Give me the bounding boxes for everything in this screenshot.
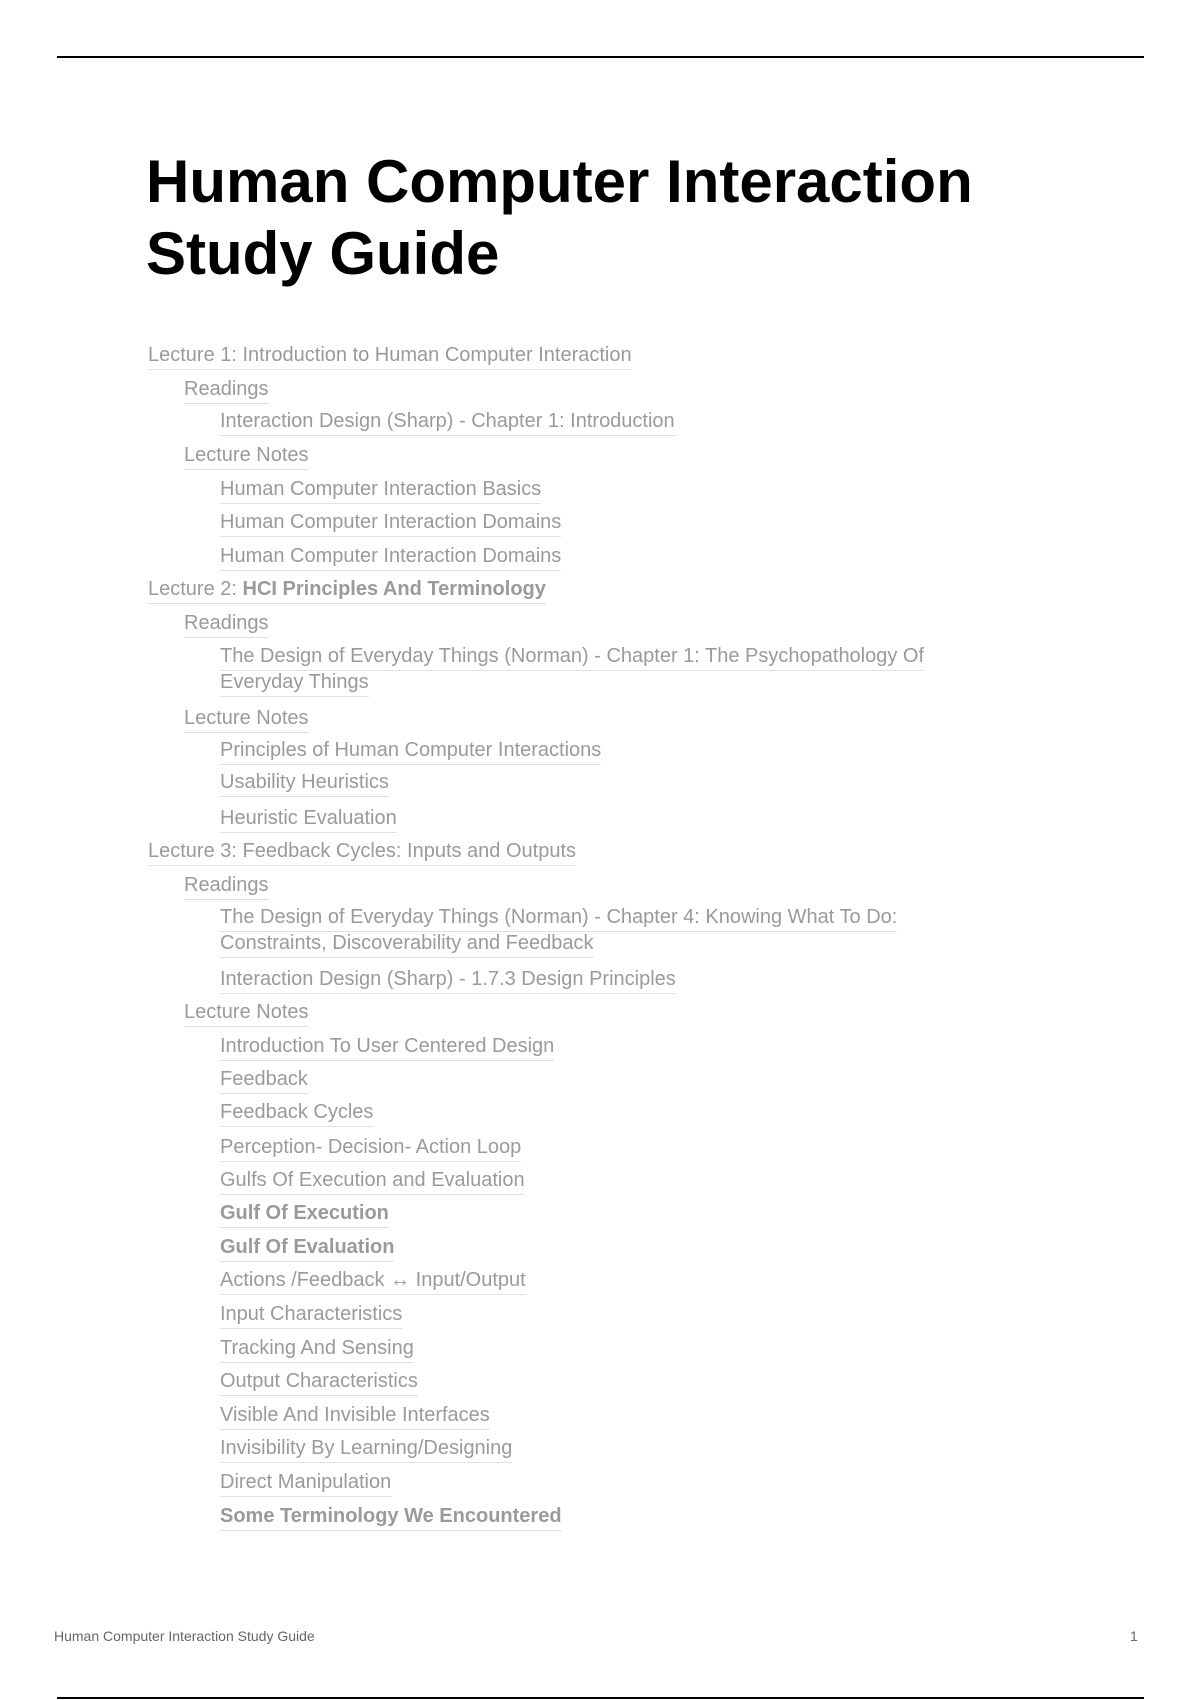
toc-lecture-3-note-14[interactable]: Direct Manipulation bbox=[220, 1469, 391, 1497]
toc-lecture-3-note-5[interactable]: Gulfs Of Execution and Evaluation bbox=[220, 1167, 525, 1195]
toc-lecture-1-notes[interactable]: Lecture Notes bbox=[184, 442, 309, 470]
toc-lecture-3-reading-2[interactable]: Interaction Design (Sharp) - 1.7.3 Design Principles bbox=[220, 966, 676, 994]
toc-lecture-1-note-2[interactable]: Human Computer Interaction Domains bbox=[220, 509, 561, 537]
toc-lecture-3-note-1[interactable]: Introduction To User Centered Design bbox=[220, 1033, 554, 1061]
footer-document-title: Human Computer Interaction Study Guide bbox=[54, 1628, 315, 1644]
toc-lecture-3-note-7[interactable]: Gulf Of Evaluation bbox=[220, 1234, 394, 1262]
toc-lecture-2-note-2[interactable]: Usability Heuristics bbox=[220, 769, 389, 797]
toc-lecture-3-note-10[interactable]: Tracking And Sensing bbox=[220, 1335, 414, 1363]
toc-lecture-3-reading-1-line-1[interactable]: The Design of Everyday Things (Norman) - Chapter 4: Knowing What To Do: bbox=[220, 904, 897, 932]
toc-lecture-3-note-9[interactable]: Input Characteristics bbox=[220, 1301, 402, 1329]
toc-lecture-3-note-6[interactable]: Gulf Of Execution bbox=[220, 1200, 389, 1228]
toc-lecture-2-note-1[interactable]: Principles of Human Computer Interactions bbox=[220, 737, 601, 765]
footer-page-number: 1 bbox=[1130, 1628, 1138, 1644]
document-title-line-2: Study Guide bbox=[146, 220, 500, 287]
toc-lecture-3-note-8[interactable]: Actions /Feedback ↔ Input/Output bbox=[220, 1267, 526, 1295]
document-title-line-1: Human Computer Interaction bbox=[146, 148, 973, 215]
toc-lecture-1-note-3[interactable]: Human Computer Interaction Domains bbox=[220, 543, 561, 571]
toc-lecture-3-notes[interactable]: Lecture Notes bbox=[184, 999, 309, 1027]
toc-lecture-2-title: HCI Principles And Terminology bbox=[242, 578, 546, 600]
toc-lecture-1-note-1[interactable]: Human Computer Interaction Basics bbox=[220, 476, 541, 504]
toc-lecture-3-note-12[interactable]: Visible And Invisible Interfaces bbox=[220, 1402, 490, 1430]
toc-lecture-2[interactable] bbox=[148, 576, 546, 604]
toc-lecture-3-note-13[interactable]: Invisibility By Learning/Designing bbox=[220, 1435, 512, 1463]
footer-rule bbox=[57, 1697, 1144, 1699]
toc-lecture-1[interactable]: Lecture 1: Introduction to Human Computer Interaction bbox=[148, 342, 632, 370]
toc-lecture-3-note-4[interactable]: Perception- Decision- Action Loop bbox=[220, 1134, 521, 1162]
toc-lecture-2-reading-1-line-2[interactable]: Everyday Things bbox=[220, 669, 369, 697]
toc-lecture-3-note-15[interactable]: Some Terminology We Encountered bbox=[220, 1503, 562, 1531]
toc-lecture-3-reading-1-line-2[interactable]: Constraints, Discoverability and Feedback bbox=[220, 930, 594, 958]
toc-lecture-2-prefix: Lecture 2: bbox=[148, 578, 243, 600]
toc-lecture-1-readings[interactable]: Readings bbox=[184, 376, 269, 404]
toc-lecture-3[interactable]: Lecture 3: Feedback Cycles: Inputs and Outputs bbox=[148, 838, 576, 866]
toc-lecture-2-note-3[interactable]: Heuristic Evaluation bbox=[220, 805, 397, 833]
toc-lecture-3-note-3[interactable]: Feedback Cycles bbox=[220, 1099, 373, 1127]
toc-lecture-2-readings[interactable]: Readings bbox=[184, 610, 269, 638]
toc-lecture-2-reading-1-line-1[interactable]: The Design of Everyday Things (Norman) - Chapter 1: The Psychopathology Of bbox=[220, 643, 924, 671]
toc-lecture-2-notes[interactable]: Lecture Notes bbox=[184, 705, 309, 733]
toc-lecture-3-readings[interactable]: Readings bbox=[184, 872, 269, 900]
toc-lecture-1-reading-1[interactable]: Interaction Design (Sharp) - Chapter 1: Introduction bbox=[220, 408, 675, 436]
toc-lecture-3-note-2[interactable]: Feedback bbox=[220, 1066, 308, 1094]
toc-lecture-3-note-11[interactable]: Output Characteristics bbox=[220, 1368, 418, 1396]
